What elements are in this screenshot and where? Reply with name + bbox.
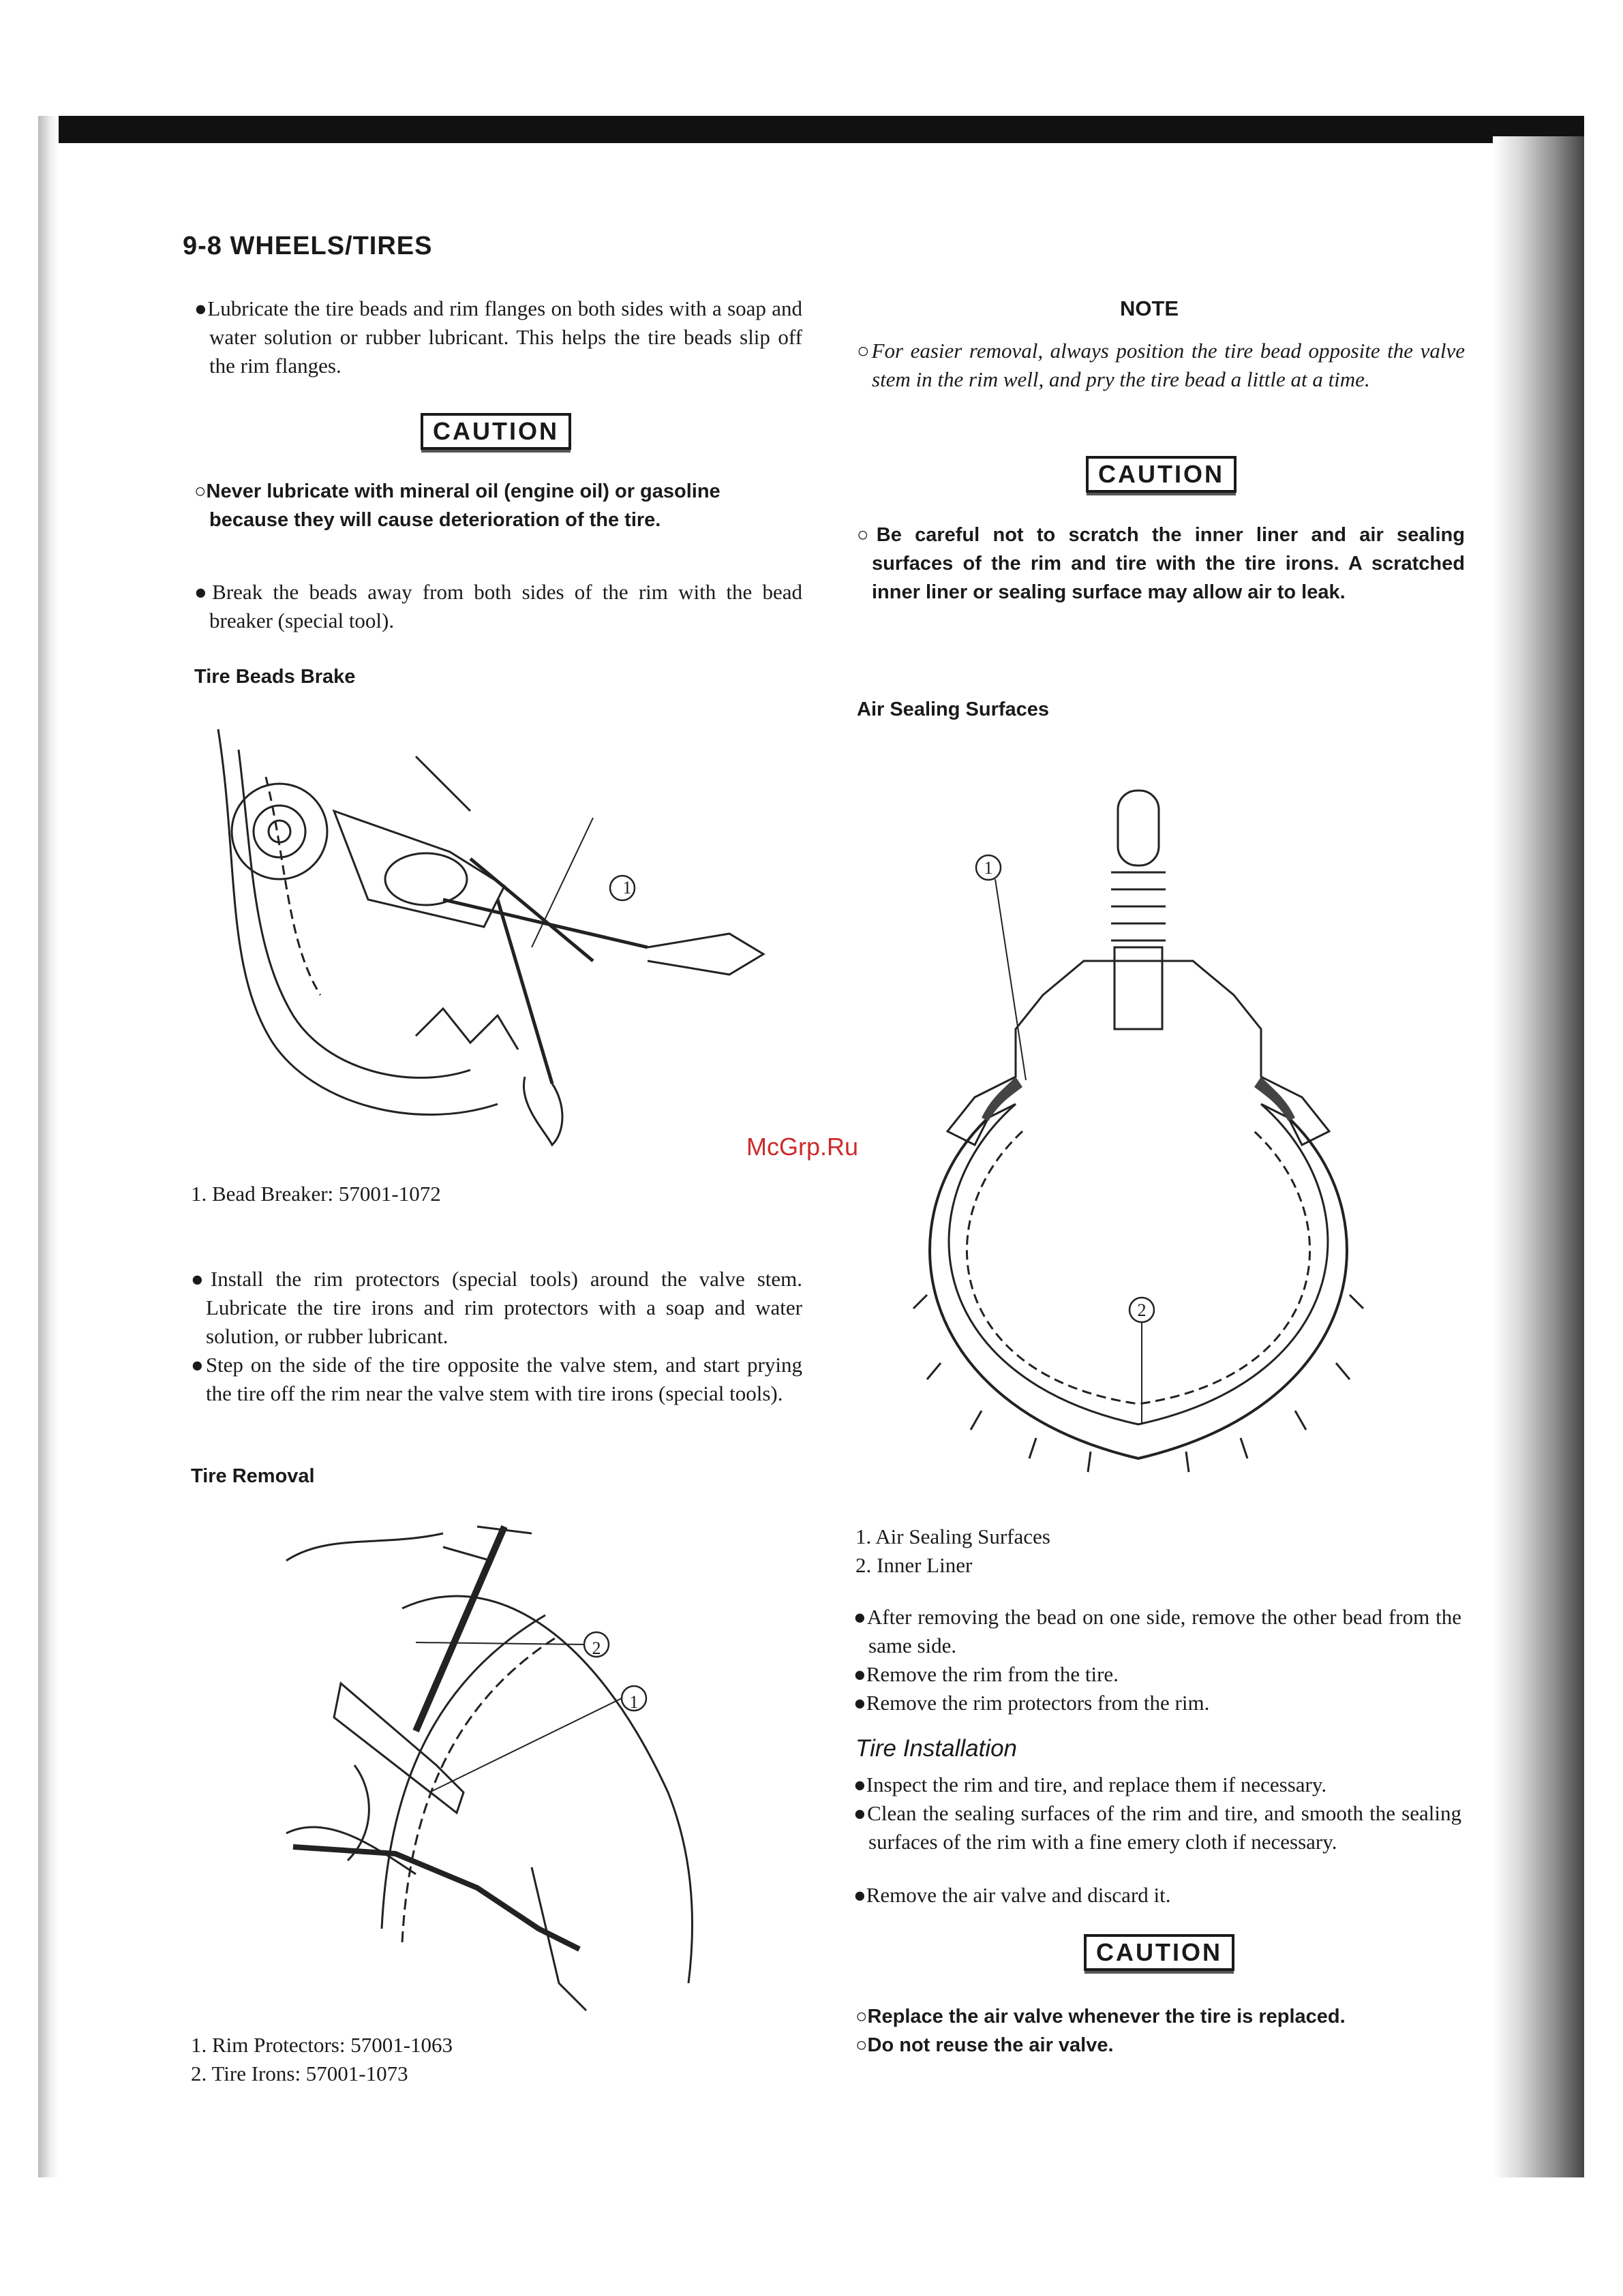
caution-badge: CAUTION (1084, 1934, 1234, 1971)
paragraph-remove-protectors (853, 1689, 1461, 1717)
callout-2: 2 (1137, 1300, 1147, 1320)
figure-title-beads-brake: Tire Beads Brake (194, 666, 356, 688)
bullet: ● (853, 1691, 866, 1715)
caution-text: Never lubricate with mineral oil (engine oil) or gasoline because they will cause deterioration of the tire. (206, 480, 721, 531)
figure-caption-inner-liner: 2. Inner Liner (855, 1553, 973, 1577)
paragraph-text: Step on the side of the tire opposite the valve stem, and start prying the tire off the rim near the valve stem with tire irons (special tools). (205, 1353, 802, 1405)
paragraph-remove-valve (853, 1881, 1461, 1910)
callout-1: 1 (622, 878, 632, 898)
paragraph-text: Remove the rim from the tire. (866, 1662, 1119, 1686)
paragraph-inspect (853, 1771, 1461, 1799)
bullet: ● (853, 1662, 866, 1686)
rim-cross-section-illustration (879, 777, 1397, 1486)
bead-breaker-illustration (211, 722, 777, 1159)
caution-text: Replace the air valve whenever the tire is replaced. (867, 2006, 1346, 2027)
bullet: ● (194, 580, 213, 604)
caution-badge: CAUTION (1086, 456, 1237, 493)
paragraph-clean (853, 1799, 1461, 1856)
hollow-bullet: ○ (855, 2034, 868, 2056)
figure-caption-bead-breaker: 1. Bead Breaker: 57001-1072 (191, 1182, 441, 1206)
figure-title-tire-removal: Tire Removal (191, 1465, 315, 1487)
caution-text: Be careful not to scratch the inner liner and air sealing surfaces of the rim and tire with the tire irons. A scratched inner liner or sealing surface may allow air to leak. (872, 524, 1465, 603)
note-title: NOTE (1120, 296, 1179, 320)
paragraph-text: Remove the air valve and discard it. (866, 1883, 1171, 1907)
paragraph-text: Break the beads away from both sides of the rim with the bead breaker (special tool). (209, 580, 802, 632)
bullet: ● (853, 1773, 866, 1796)
bullet: ● (194, 296, 208, 320)
figure-title-air-sealing: Air Sealing Surfaces (857, 699, 1050, 720)
caution-text-no-reuse (855, 2031, 1463, 2060)
subheading-tire-installation: Tire Installation (855, 1735, 1018, 1762)
paragraph-install-protectors (191, 1265, 802, 1351)
paragraph-lubricate (194, 294, 802, 380)
figure-caption-rim-protectors: 1. Rim Protectors: 57001-1063 (191, 2033, 453, 2057)
figure-caption-tire-irons: 2. Tire Irons: 57001-1073 (191, 2062, 408, 2085)
tire-removal-illustration (273, 1506, 709, 2024)
bullet: ● (853, 1801, 868, 1825)
paragraph-text: Remove the rim protectors from the rim. (866, 1691, 1210, 1715)
paragraph-remove-bead (853, 1603, 1461, 1660)
hollow-bullet: ○ (857, 524, 877, 546)
callout-1: 1 (629, 1692, 639, 1712)
paragraph-step-on-tire (191, 1351, 802, 1408)
page-header: 9-8 WHEELS/TIRES (183, 232, 433, 260)
paragraph-text: Inspect the rim and tire, and replace them if necessary. (866, 1773, 1327, 1796)
bullet: ● (191, 1353, 206, 1377)
caution-text-scratch (857, 521, 1465, 607)
note-body: For easier removal, always position the tire bead opposite the valve stem in the rim well, and pry the tire bead a little at a time. (871, 339, 1465, 391)
caution-badge: CAUTION (421, 413, 571, 450)
figure-caption-air-sealing: 1. Air Sealing Surfaces (855, 1525, 1050, 1548)
caution-text-mineral-oil (194, 477, 802, 534)
paragraph-text: After removing the bead on one side, remove the other bead from the same side. (866, 1605, 1461, 1657)
scan-top-border (38, 116, 1584, 143)
paragraph-text: Install the rim protectors (special tools) around the valve stem. Lubricate the tire irons and rim protectors with a soap and water solution, or rubber lubricant. (206, 1267, 802, 1348)
paragraph-remove-rim (853, 1660, 1461, 1689)
caution-text: Do not reuse the air valve. (867, 2034, 1114, 2056)
hollow-bullet: ○ (855, 2006, 868, 2027)
paragraph-break-beads (194, 578, 802, 635)
watermark: McGrp.Ru (746, 1133, 859, 1161)
paragraph-text: Clean the sealing surfaces of the rim and tire, and smooth the sealing surfaces of the rim with a fine emery cloth if necessary. (867, 1801, 1461, 1854)
bullet: ● (853, 1605, 867, 1629)
caution-text-replace-valve (855, 2002, 1463, 2031)
note-text (857, 337, 1465, 394)
paragraph-text: Lubricate the tire beads and rim flanges on both sides with a soap and water solution or rubber lubricant. This helps the tire beads slip off the rim flanges. (207, 296, 802, 378)
callout-1: 1 (984, 858, 993, 878)
callout-2: 2 (592, 1638, 601, 1658)
bullet: ● (191, 1267, 211, 1291)
hollow-bullet: ○ (857, 339, 872, 363)
bullet: ● (853, 1883, 866, 1907)
scan-left-edge (38, 116, 59, 2177)
scan-right-shadow (1493, 136, 1584, 2177)
hollow-bullet: ○ (194, 480, 207, 502)
